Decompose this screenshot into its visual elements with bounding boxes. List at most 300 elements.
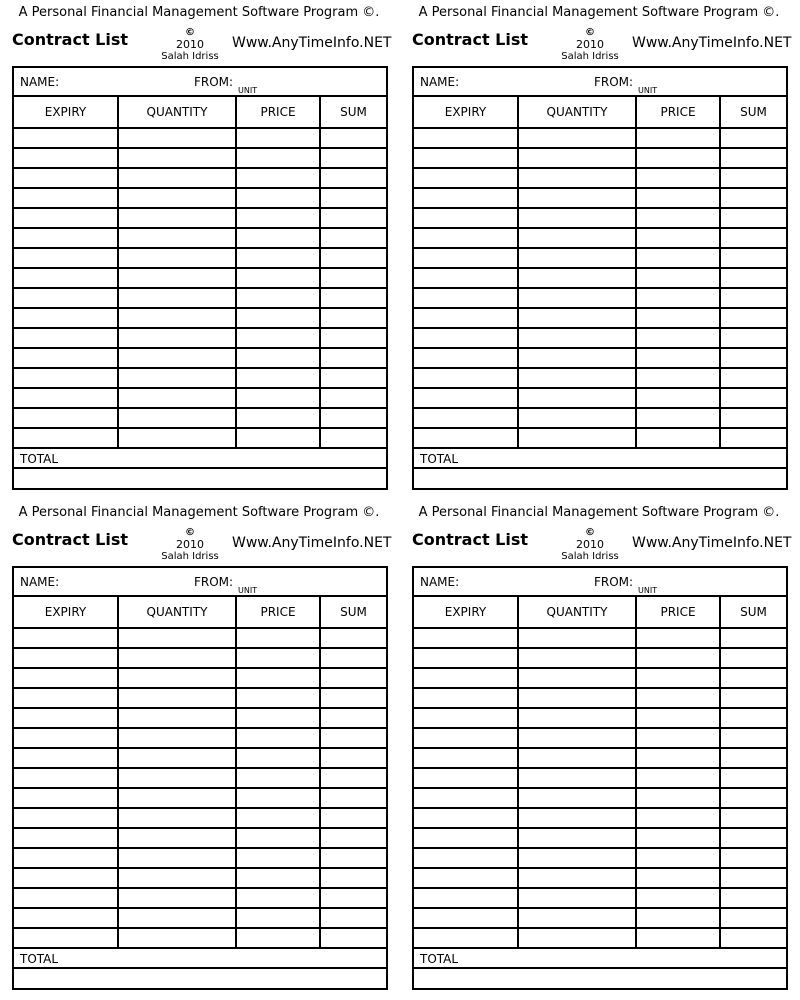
expiry-cell[interactable]	[414, 869, 519, 887]
sum-cell[interactable]	[321, 729, 386, 747]
expiry-cell[interactable]	[14, 649, 119, 667]
sum-cell[interactable]	[321, 329, 386, 347]
unit-price-cell[interactable]	[237, 809, 321, 827]
quantity-cell[interactable]	[119, 649, 237, 667]
sum-cell[interactable]	[721, 869, 786, 887]
table-row	[414, 229, 786, 249]
sum-cell[interactable]	[321, 369, 386, 387]
unit-price-cell[interactable]	[637, 409, 721, 427]
unit-price-cell[interactable]	[237, 749, 321, 767]
unit-price-cell[interactable]	[637, 749, 721, 767]
sum-cell[interactable]	[321, 149, 386, 167]
unit-price-cell[interactable]	[237, 649, 321, 667]
sum-cell[interactable]	[721, 149, 786, 167]
column-header-sum: SUM	[321, 97, 386, 129]
quantity-cell[interactable]	[119, 669, 237, 687]
unit-price-cell[interactable]	[637, 129, 721, 147]
unit-price-cell[interactable]	[237, 309, 321, 327]
quantity-cell[interactable]	[119, 889, 237, 907]
expiry-cell[interactable]	[14, 149, 119, 167]
expiry-cell[interactable]	[414, 669, 519, 687]
unit-price-cell[interactable]	[637, 869, 721, 887]
unit-price-cell[interactable]	[637, 389, 721, 407]
expiry-cell[interactable]	[414, 849, 519, 867]
expiry-cell[interactable]	[14, 789, 119, 807]
unit-price-cell[interactable]	[237, 909, 321, 927]
unit-price-cell[interactable]	[237, 249, 321, 267]
expiry-cell[interactable]	[14, 849, 119, 867]
expiry-cell[interactable]	[414, 909, 519, 927]
expiry-cell[interactable]	[414, 389, 519, 407]
unit-price-cell[interactable]	[237, 409, 321, 427]
expiry-cell[interactable]	[14, 809, 119, 827]
expiry-cell[interactable]	[14, 869, 119, 887]
table-row	[414, 289, 786, 309]
sum-cell[interactable]	[721, 389, 786, 407]
expiry-cell[interactable]	[414, 369, 519, 387]
quantity-cell[interactable]	[119, 189, 237, 207]
unit-price-cell[interactable]	[237, 769, 321, 787]
sum-cell[interactable]	[321, 889, 386, 907]
quantity-cell[interactable]	[119, 309, 237, 327]
sum-cell[interactable]	[321, 849, 386, 867]
unit-price-cell[interactable]	[237, 829, 321, 847]
quantity-cell[interactable]	[519, 289, 637, 307]
quantity-cell[interactable]	[519, 249, 637, 267]
sum-cell[interactable]	[721, 169, 786, 187]
sum-cell[interactable]	[721, 649, 786, 667]
quantity-cell[interactable]	[519, 629, 637, 647]
expiry-cell[interactable]	[14, 749, 119, 767]
expiry-cell[interactable]	[14, 829, 119, 847]
expiry-cell[interactable]	[414, 289, 519, 307]
total-value-field[interactable]	[14, 969, 386, 988]
table-row	[14, 129, 386, 149]
sum-cell[interactable]	[721, 729, 786, 747]
quantity-cell[interactable]	[519, 829, 637, 847]
sum-cell[interactable]	[321, 809, 386, 827]
expiry-cell[interactable]	[414, 229, 519, 247]
column-header-sum: SUM	[721, 597, 786, 629]
sum-cell[interactable]	[721, 129, 786, 147]
expiry-cell[interactable]	[14, 289, 119, 307]
unit-price-cell[interactable]	[237, 889, 321, 907]
sum-cell[interactable]	[721, 769, 786, 787]
total-row	[414, 449, 786, 469]
quantity-cell[interactable]	[119, 769, 237, 787]
sum-cell[interactable]	[321, 169, 386, 187]
sum-cell[interactable]	[721, 689, 786, 707]
quantity-cell[interactable]	[119, 129, 237, 147]
table-row	[414, 649, 786, 669]
quantity-cell[interactable]	[119, 869, 237, 887]
expiry-cell[interactable]	[414, 349, 519, 367]
quantity-cell[interactable]	[119, 269, 237, 287]
unit-price-cell[interactable]	[637, 289, 721, 307]
unit-price-cell[interactable]	[637, 689, 721, 707]
quantity-cell[interactable]	[519, 209, 637, 227]
sum-cell[interactable]	[721, 629, 786, 647]
unit-price-cell[interactable]	[637, 629, 721, 647]
sum-cell[interactable]	[721, 849, 786, 867]
unit-price-cell[interactable]	[237, 229, 321, 247]
unit-price-cell[interactable]	[237, 789, 321, 807]
table-row	[14, 409, 386, 429]
sum-cell[interactable]	[321, 409, 386, 427]
unit-price-cell[interactable]	[637, 849, 721, 867]
author-name: Salah Idriss	[561, 551, 619, 563]
expiry-cell[interactable]	[14, 929, 119, 947]
unit-price-cell[interactable]	[637, 169, 721, 187]
sum-cell[interactable]	[721, 789, 786, 807]
unit-price-cell[interactable]	[237, 689, 321, 707]
unit-price-cell[interactable]	[237, 389, 321, 407]
sum-cell[interactable]	[721, 889, 786, 907]
quantity-cell[interactable]	[519, 389, 637, 407]
expiry-cell[interactable]	[414, 309, 519, 327]
quantity-cell[interactable]	[119, 729, 237, 747]
unit-price-cell[interactable]	[237, 849, 321, 867]
unit-price-cell[interactable]	[637, 349, 721, 367]
quantity-cell[interactable]	[519, 369, 637, 387]
unit-price-cell[interactable]	[237, 149, 321, 167]
contract-list-card	[410, 500, 792, 990]
table-row	[14, 309, 386, 329]
expiry-cell[interactable]	[14, 309, 119, 327]
expiry-cell[interactable]	[414, 889, 519, 907]
unit-price-cell[interactable]	[237, 669, 321, 687]
sum-cell[interactable]	[321, 389, 386, 407]
quantity-cell[interactable]	[119, 209, 237, 227]
unit-price-cell[interactable]	[637, 189, 721, 207]
from-label: FROM:	[194, 575, 234, 589]
sum-cell[interactable]	[721, 349, 786, 367]
unit-price-cell[interactable]	[237, 289, 321, 307]
sum-cell[interactable]	[721, 309, 786, 327]
unit-price-cell[interactable]	[237, 429, 321, 447]
sum-cell[interactable]	[721, 709, 786, 727]
expiry-cell[interactable]	[14, 409, 119, 427]
table-row	[14, 169, 386, 189]
unit-price-cell[interactable]	[637, 729, 721, 747]
quantity-cell[interactable]	[519, 229, 637, 247]
quantity-cell[interactable]	[519, 849, 637, 867]
expiry-cell[interactable]	[414, 769, 519, 787]
expiry-cell[interactable]	[414, 269, 519, 287]
total-value-field[interactable]	[414, 969, 786, 988]
quantity-cell[interactable]	[119, 249, 237, 267]
quantity-cell[interactable]	[519, 429, 637, 447]
table-row	[414, 409, 786, 429]
sum-cell[interactable]	[321, 349, 386, 367]
sum-cell[interactable]	[321, 129, 386, 147]
entry-rows	[414, 629, 786, 949]
expiry-cell[interactable]	[414, 409, 519, 427]
sum-cell[interactable]	[721, 829, 786, 847]
expiry-cell[interactable]	[14, 669, 119, 687]
unit-price-cell[interactable]	[637, 769, 721, 787]
expiry-cell[interactable]	[14, 229, 119, 247]
expiry-cell[interactable]	[14, 209, 119, 227]
sum-cell[interactable]	[721, 289, 786, 307]
sum-cell[interactable]	[321, 429, 386, 447]
unit-price-cell[interactable]	[237, 189, 321, 207]
unit-price-cell[interactable]	[237, 329, 321, 347]
quantity-cell[interactable]	[519, 789, 637, 807]
expiry-cell[interactable]	[14, 129, 119, 147]
unit-price-cell[interactable]	[237, 169, 321, 187]
total-value-field[interactable]	[414, 469, 786, 488]
quantity-cell[interactable]	[119, 709, 237, 727]
sum-cell[interactable]	[721, 269, 786, 287]
table-row	[414, 849, 786, 869]
sum-cell[interactable]	[721, 929, 786, 947]
quantity-cell[interactable]	[119, 389, 237, 407]
quantity-cell[interactable]	[519, 929, 637, 947]
expiry-cell[interactable]	[14, 729, 119, 747]
expiry-cell[interactable]	[14, 689, 119, 707]
unit-price-cell[interactable]	[237, 209, 321, 227]
unit-price-cell[interactable]	[237, 709, 321, 727]
expiry-cell[interactable]	[14, 349, 119, 367]
expiry-cell[interactable]	[414, 149, 519, 167]
quantity-cell[interactable]	[119, 629, 237, 647]
sum-cell[interactable]	[721, 909, 786, 927]
quantity-cell[interactable]	[119, 789, 237, 807]
unit-price-cell[interactable]	[237, 129, 321, 147]
list-title: Contract List	[12, 530, 129, 549]
sum-cell[interactable]	[321, 649, 386, 667]
expiry-cell[interactable]	[14, 389, 119, 407]
copyright-block	[150, 27, 230, 63]
quantity-cell[interactable]	[519, 769, 637, 787]
quantity-cell[interactable]	[519, 349, 637, 367]
column-header-expiry: EXPIRY	[14, 97, 119, 129]
sum-cell[interactable]	[721, 749, 786, 767]
sum-cell[interactable]	[321, 869, 386, 887]
expiry-cell[interactable]	[414, 629, 519, 647]
sum-cell[interactable]	[721, 249, 786, 267]
quantity-cell[interactable]	[519, 269, 637, 287]
quantity-cell[interactable]	[519, 149, 637, 167]
unit-price-cell[interactable]	[637, 229, 721, 247]
sum-cell[interactable]	[321, 789, 386, 807]
unit-price-cell[interactable]	[637, 809, 721, 827]
sum-cell[interactable]	[721, 809, 786, 827]
sum-cell[interactable]	[721, 409, 786, 427]
unit-price-cell[interactable]	[637, 889, 721, 907]
expiry-cell[interactable]	[414, 929, 519, 947]
sum-cell[interactable]	[721, 429, 786, 447]
expiry-cell[interactable]	[414, 749, 519, 767]
quantity-cell[interactable]	[519, 869, 637, 887]
expiry-cell[interactable]	[414, 829, 519, 847]
expiry-cell[interactable]	[414, 209, 519, 227]
sum-cell[interactable]	[321, 269, 386, 287]
column-header-sum: SUM	[721, 97, 786, 129]
unit-price-cell[interactable]	[637, 269, 721, 287]
quantity-cell[interactable]	[119, 829, 237, 847]
unit-price-cell[interactable]	[637, 249, 721, 267]
sum-cell[interactable]	[321, 749, 386, 767]
sum-cell[interactable]	[321, 709, 386, 727]
copyright-block	[150, 527, 230, 563]
copyright-symbol: ©	[185, 527, 195, 538]
quantity-cell[interactable]	[519, 749, 637, 767]
quantity-cell[interactable]	[519, 409, 637, 427]
quantity-cell[interactable]	[119, 909, 237, 927]
expiry-cell[interactable]	[414, 189, 519, 207]
total-value-field[interactable]	[14, 469, 386, 488]
quantity-cell[interactable]	[119, 689, 237, 707]
price-label: PRICE	[660, 605, 696, 619]
sum-cell[interactable]	[321, 289, 386, 307]
quantity-cell[interactable]	[519, 129, 637, 147]
sum-cell[interactable]	[321, 309, 386, 327]
table-row	[14, 909, 386, 929]
table-row	[414, 169, 786, 189]
program-tagline: A Personal Financial Management Software Program ©.	[18, 505, 380, 520]
unit-price-cell[interactable]	[637, 309, 721, 327]
expiry-cell[interactable]	[414, 729, 519, 747]
quantity-cell[interactable]	[119, 929, 237, 947]
quantity-cell[interactable]	[519, 189, 637, 207]
table-row	[14, 669, 386, 689]
table-row	[414, 929, 786, 949]
sum-cell[interactable]	[721, 669, 786, 687]
quantity-cell[interactable]	[519, 649, 637, 667]
copyright-year: 2010	[576, 537, 604, 551]
expiry-cell[interactable]	[414, 129, 519, 147]
quantity-cell[interactable]	[519, 729, 637, 747]
unit-price-cell[interactable]	[637, 149, 721, 167]
sum-cell[interactable]	[321, 209, 386, 227]
expiry-cell[interactable]	[14, 269, 119, 287]
expiry-cell[interactable]	[414, 789, 519, 807]
expiry-cell[interactable]	[414, 429, 519, 447]
sum-cell[interactable]	[321, 829, 386, 847]
expiry-cell[interactable]	[14, 889, 119, 907]
expiry-cell[interactable]	[414, 169, 519, 187]
quantity-cell[interactable]	[119, 409, 237, 427]
quantity-cell[interactable]	[119, 429, 237, 447]
website-label: Www.AnyTimeInfo.NET	[632, 535, 792, 551]
quantity-cell[interactable]	[119, 289, 237, 307]
quantity-cell[interactable]	[519, 169, 637, 187]
unit-price-cell[interactable]	[637, 649, 721, 667]
expiry-cell[interactable]	[14, 189, 119, 207]
unit-price-cell[interactable]	[637, 669, 721, 687]
unit-price-cell[interactable]	[637, 429, 721, 447]
expiry-cell[interactable]	[414, 709, 519, 727]
unit-price-cell[interactable]	[637, 209, 721, 227]
quantity-cell[interactable]	[519, 309, 637, 327]
quantity-cell[interactable]	[519, 889, 637, 907]
expiry-cell[interactable]	[14, 369, 119, 387]
unit-price-cell[interactable]	[237, 729, 321, 747]
expiry-cell[interactable]	[414, 329, 519, 347]
unit-price-cell[interactable]	[237, 269, 321, 287]
table-row	[414, 709, 786, 729]
unit-price-cell[interactable]	[637, 369, 721, 387]
table-row	[14, 369, 386, 389]
expiry-cell[interactable]	[14, 429, 119, 447]
quantity-cell[interactable]	[519, 709, 637, 727]
table-row	[14, 849, 386, 869]
unit-price-cell[interactable]	[637, 329, 721, 347]
sum-cell[interactable]	[321, 189, 386, 207]
unit-price-cell[interactable]	[237, 629, 321, 647]
expiry-cell[interactable]	[14, 629, 119, 647]
sum-cell[interactable]	[721, 189, 786, 207]
unit-price-cell[interactable]	[637, 789, 721, 807]
expiry-cell[interactable]	[14, 169, 119, 187]
table-row	[414, 909, 786, 929]
unit-price-cell[interactable]	[637, 829, 721, 847]
sum-cell[interactable]	[321, 929, 386, 947]
sum-cell[interactable]	[321, 689, 386, 707]
price-label: PRICE	[260, 105, 296, 119]
sum-cell[interactable]	[321, 629, 386, 647]
quantity-cell[interactable]	[119, 809, 237, 827]
quantity-cell[interactable]	[519, 329, 637, 347]
expiry-cell[interactable]	[414, 249, 519, 267]
unit-price-cell[interactable]	[237, 349, 321, 367]
expiry-cell[interactable]	[14, 709, 119, 727]
sum-cell[interactable]	[721, 329, 786, 347]
quantity-cell[interactable]	[519, 909, 637, 927]
total-row	[414, 949, 786, 969]
sum-cell[interactable]	[321, 669, 386, 687]
table-row	[414, 789, 786, 809]
quantity-cell[interactable]	[519, 689, 637, 707]
expiry-cell[interactable]	[414, 649, 519, 667]
quantity-cell[interactable]	[119, 369, 237, 387]
unit-price-cell[interactable]	[637, 709, 721, 727]
contract-form	[412, 566, 788, 990]
expiry-cell[interactable]	[14, 329, 119, 347]
table-row	[14, 269, 386, 289]
quantity-cell[interactable]	[119, 749, 237, 767]
quantity-cell[interactable]	[119, 349, 237, 367]
sum-cell[interactable]	[721, 209, 786, 227]
expiry-cell[interactable]	[14, 769, 119, 787]
contract-form	[12, 566, 388, 990]
quantity-cell[interactable]	[119, 169, 237, 187]
sum-cell[interactable]	[321, 769, 386, 787]
expiry-cell[interactable]	[414, 689, 519, 707]
unit-price-cell[interactable]	[237, 369, 321, 387]
expiry-cell[interactable]	[14, 909, 119, 927]
unit-price-cell[interactable]	[237, 869, 321, 887]
quantity-cell[interactable]	[119, 149, 237, 167]
quantity-cell[interactable]	[119, 849, 237, 867]
quantity-cell[interactable]	[119, 329, 237, 347]
unit-price-cell[interactable]	[637, 909, 721, 927]
unit-price-cell[interactable]	[237, 929, 321, 947]
unit-price-cell[interactable]	[637, 929, 721, 947]
quantity-cell[interactable]	[519, 669, 637, 687]
quantity-cell[interactable]	[119, 229, 237, 247]
sum-cell[interactable]	[321, 909, 386, 927]
expiry-cell[interactable]	[14, 249, 119, 267]
sum-cell[interactable]	[721, 229, 786, 247]
expiry-cell[interactable]	[414, 809, 519, 827]
quantity-cell[interactable]	[519, 809, 637, 827]
sum-cell[interactable]	[321, 229, 386, 247]
sum-cell[interactable]	[321, 249, 386, 267]
sum-cell[interactable]	[721, 369, 786, 387]
